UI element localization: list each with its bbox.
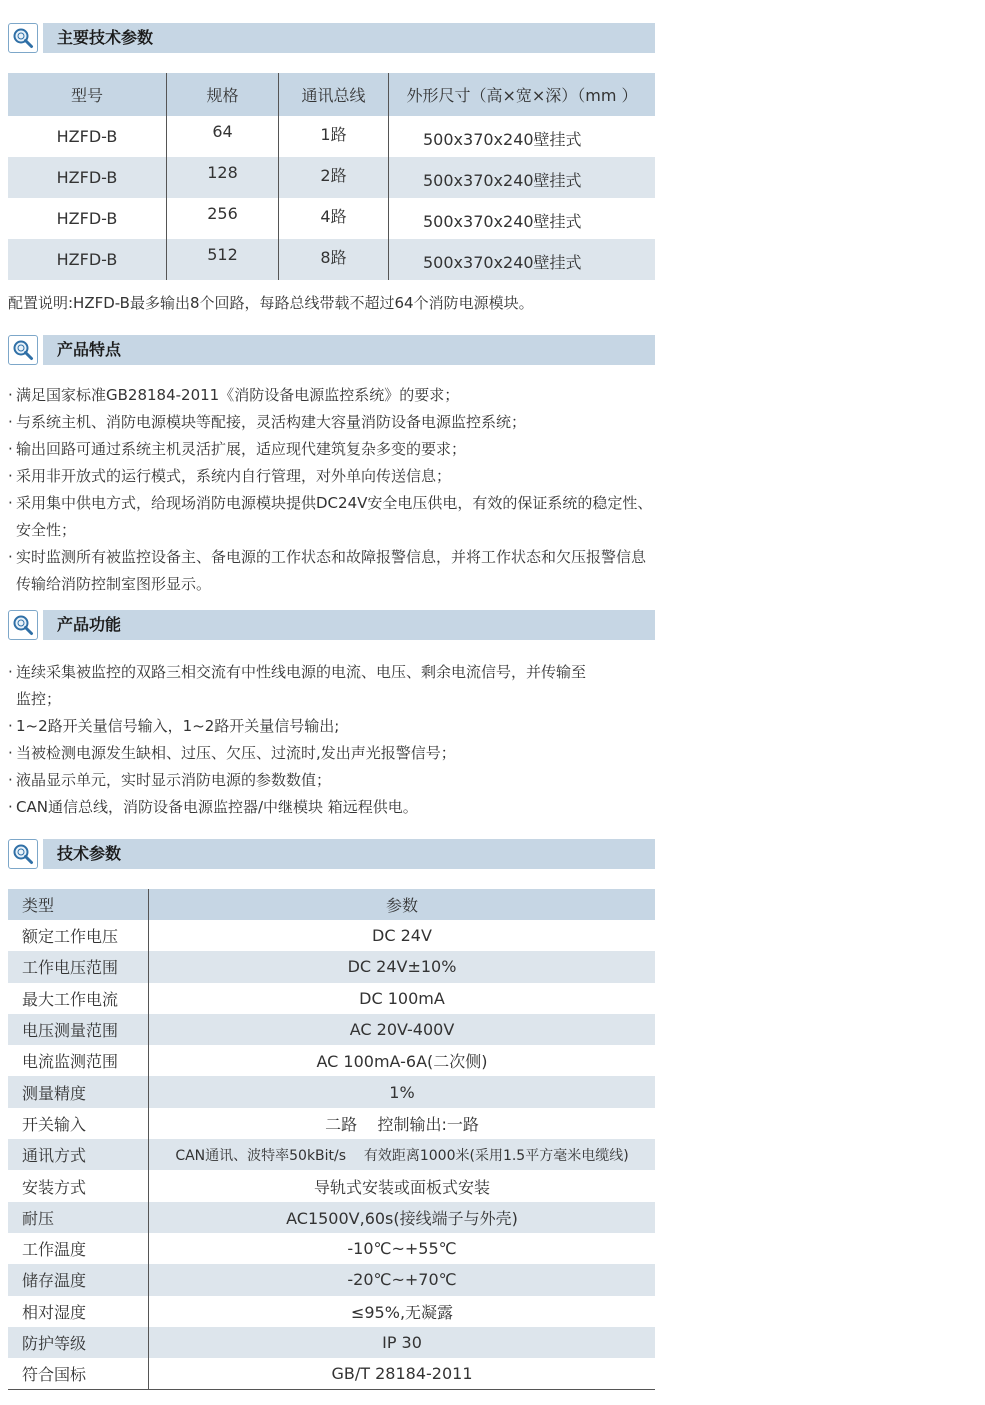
param-value: 导轨式安装或面板式安装 [149,1170,656,1201]
list-item: · 与系统主机、消防电源模块等配接，灵活构建大容量消防设备电源监控系统； [8,409,658,436]
magnifier-icon [8,839,38,869]
table-row [8,1358,655,1390]
param-value: CAN通讯、波特率50kBit/s 有效距离1000米(采用1.5平方毫米电缆线) [149,1139,656,1170]
size-cell: 500x370x240壁挂式 [389,116,656,157]
section-header-features [8,335,655,365]
param-name: 符合国标 [8,1358,149,1390]
param-value: -10℃~+55℃ [149,1233,656,1264]
table-row [8,198,655,239]
param-name: 最大工作电流 [22,989,119,1009]
column-header: 外形尺寸（高×宽×深）（mm ） [389,73,656,116]
list-item: · 采用集中供电方式，给现场消防电源模块提供DC24V安全电压供电，有效的保证系统的稳定性、安全性； [8,490,658,544]
list-item: · 满足国家标准GB28184-2011《消防设备电源监控系统》的要求； [8,382,658,409]
size-cell: 500x370x240壁挂式 [389,157,656,198]
param-name: 电流监测范围 [22,1052,119,1072]
spec-cell: 256 [167,198,279,239]
model-cell: HZFD-B [56,209,118,228]
param-value: DC 24V±10% [149,951,656,982]
table-row [8,1233,655,1264]
list-item: · 采用非开放式的运行模式，系统内自行管理，对外单向传送信息； [8,463,658,490]
column-header: 类型 [8,889,149,920]
size-cell: 500x370x240壁挂式 [389,239,656,280]
table-row [8,983,655,1014]
config-note: 配置说明:HZFD-B最多输出8个回路，每路总线带载不超过64个消防电源模块。 [8,294,534,312]
model-cell: HZFD-B [56,127,118,146]
table-row [8,1139,655,1170]
section-title: 技术参数 [57,844,122,863]
column-header: 规格 [167,73,279,116]
magnifier-icon [8,335,38,365]
param-value: -20℃~+70℃ [149,1264,656,1295]
table-row [8,116,655,157]
spec-cell: 512 [167,239,279,280]
list-item: · 1~2路开关量信号输入，1~2路开关量信号输出; [8,713,588,740]
column-header: 型号 [8,73,167,116]
param-name: 耐压 [8,1202,149,1233]
list-item: · 当被检测电源发生缺相、过压、欠压、过流时,发出声光报警信号； [8,740,588,767]
features-list [8,382,658,598]
param-name: 相对湿度 [22,1302,87,1322]
table-row [8,1327,655,1358]
magnifier-icon [8,610,38,640]
size-cell: 500x370x240壁挂式 [389,198,656,239]
table-row [8,1108,655,1139]
param-value: GB/T 28184-2011 [149,1358,656,1390]
param-value: AC 100mA-6A(二次侧) [149,1045,656,1076]
param-name: 电压测量范围 [8,1014,149,1045]
table-header-row [8,889,655,920]
spec-cell: 64 [167,116,279,157]
param-name: 额定工作电压 [22,927,119,947]
table-row [8,1296,655,1327]
bus-cell: 4路 [279,198,389,239]
bus-cell: 8路 [279,239,389,280]
table-row [8,157,655,198]
spec-table [8,73,655,280]
param-value: 1% [149,1076,656,1107]
list-item: · 液晶显示单元，实时显示消防电源的参数数值； [8,767,588,794]
param-value: DC 24V [149,920,656,951]
bus-cell: 1路 [279,116,389,157]
param-name: 安装方式 [22,1177,87,1197]
spec-cell: 128 [167,157,279,198]
table-row [8,1076,655,1107]
magnifier-icon [8,23,38,53]
section-title: 主要技术参数 [57,28,154,47]
list-item: · 实时监测所有被监控设备主、备电源的工作状态和故障报警信息，并将工作状态和欠压报警信息传输给消防控制室图形显示。 [8,544,658,598]
functions-list [8,659,588,821]
list-item: · 输出回路可通过系统主机灵活扩展，适应现代建筑复杂多变的要求； [8,436,658,463]
section-header-tech-params [8,839,655,869]
param-name: 通讯方式 [8,1139,149,1170]
param-name: 测量精度 [8,1076,149,1107]
table-row [8,920,655,951]
table-row [8,1014,655,1045]
table-row [8,1202,655,1233]
table-row [8,1170,655,1201]
list-item: · 连续采集被监控的双路三相交流有中性线电源的电流、电压、剩余电流信号，并传输至监控； [8,659,588,713]
section-title: 产品特点 [57,340,122,359]
tech-params-table [8,889,655,1390]
param-name: 工作电压范围 [8,951,149,982]
column-header: 参数 [149,889,656,920]
table-row [8,1045,655,1076]
model-cell: HZFD-B [8,157,167,198]
param-value: IP 30 [149,1327,656,1358]
param-value: DC 100mA [149,983,656,1014]
list-item: · CAN通信总线，消防设备电源监控器/中继模块 箱远程供电。 [8,794,588,821]
param-value: AC1500V,60s(接线端子与外壳) [149,1202,656,1233]
section-title: 产品功能 [57,615,122,634]
param-value: ≤95%,无凝露 [149,1296,656,1327]
param-name: 工作温度 [22,1240,87,1260]
section-header-functions [8,610,655,640]
bus-cell: 2路 [279,157,389,198]
param-name: 防护等级 [8,1327,149,1358]
param-name: 储存温度 [8,1264,149,1295]
table-row [8,951,655,982]
table-row [8,239,655,280]
table-row [8,1264,655,1295]
model-cell: HZFD-B [8,239,167,280]
param-name: 开关输入 [22,1114,87,1134]
column-header: 通讯总线 [279,73,389,116]
param-value: 二路 控制输出:一路 [149,1108,656,1139]
param-value: AC 20V-400V [149,1014,656,1045]
table-header-row [8,73,655,116]
section-header-main-params [8,23,655,53]
